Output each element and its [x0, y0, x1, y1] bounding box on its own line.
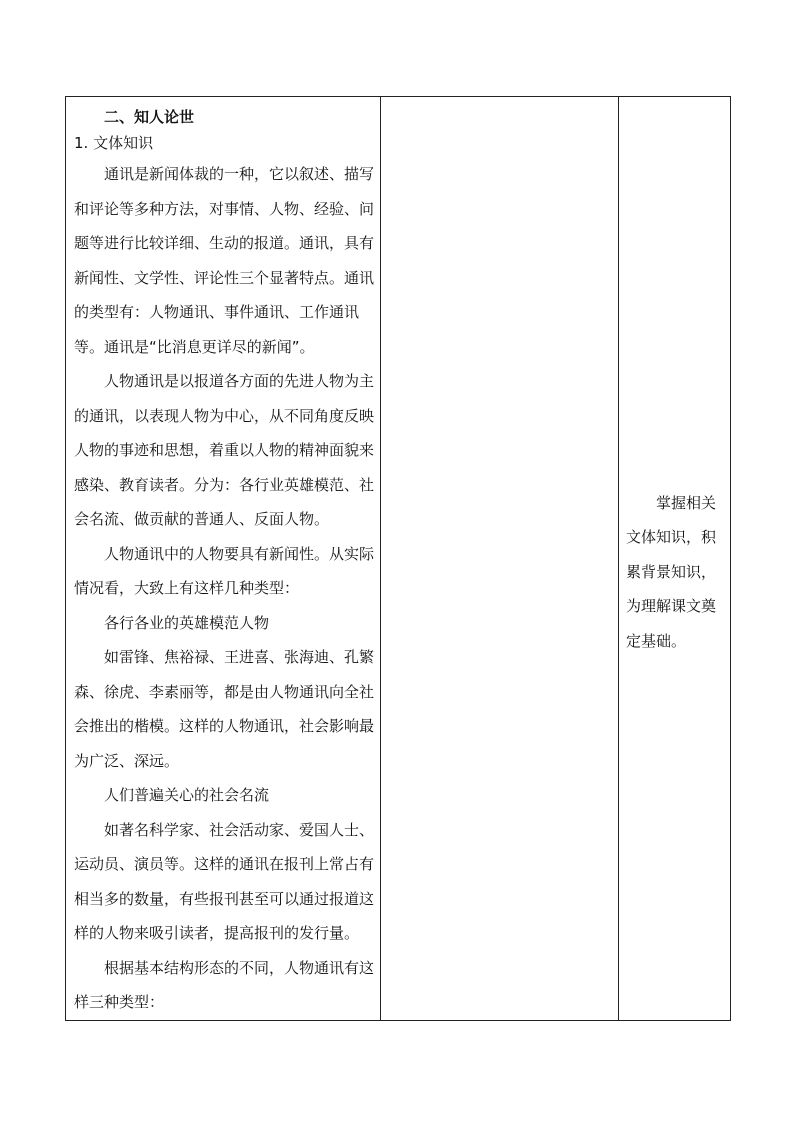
paragraph-structure-types: 根据基本结构形态的不同，人物通讯有这样三种类型： — [74, 958, 375, 1011]
lesson-plan-table — [65, 96, 731, 1021]
paragraph-character-report: 人物通讯是以报道各方面的先进人物为主的通讯，以表现人物为中心，从不同角度反映人物的事迹和思想，着重以人物的精神面貌来感染、教育读者。分为：各行业英雄模范、社会名流、做贡献的普通人、反面人物。 — [74, 372, 375, 528]
goal-text: 掌握相关文体知识，积累背景知识，为理解课文奠定基础。 — [626, 493, 717, 650]
activity-cell — [381, 97, 619, 1021]
goal-cell — [619, 97, 731, 1021]
subhead-genre-knowledge: 1. 文体知识 — [74, 134, 154, 152]
type-celebrities: 人们普遍关心的社会名流 — [104, 786, 270, 804]
paragraph-newsworthiness: 人物通讯中的人物要具有新闻性。从实际情况看，大致上有这样几种类型： — [74, 544, 375, 597]
table-row — [66, 97, 731, 1021]
paragraph-definition: 通讯是新闻体裁的一种，它以叙述、描写和评论等多种方法，对事情、人物、经验、问题等进行比较详细、生动的报道。通讯，具有新闻性、文学性、评论性三个显著特点。通讯的类型有：人物通讯、事件通讯、工作通讯等。通讯是“比消息更详尽的新闻”。 — [74, 165, 375, 356]
type-heroes: 各行各业的英雄模范人物 — [104, 613, 270, 632]
section-title: 二、知人论世 — [104, 108, 195, 126]
paragraph-celebrities-examples: 如著名科学家、社会活动家、爱国人士、运动员、演员等。这样的通讯在报刊上常占有相当多的数量，有些报刊甚至可以通过报道这样的人物来吸引读者，提高报刊的发行量。 — [74, 820, 375, 942]
content-body — [66, 97, 380, 1020]
content-cell — [66, 97, 381, 1021]
paragraph-heroes-examples: 如雷锋、焦裕禄、王进喜、张海迪、孔繁森、徐虎、李素丽等，都是由人物通讯向全社会推出的楷模。这样的人物通讯，社会影响最为广泛、深远。 — [74, 648, 375, 770]
